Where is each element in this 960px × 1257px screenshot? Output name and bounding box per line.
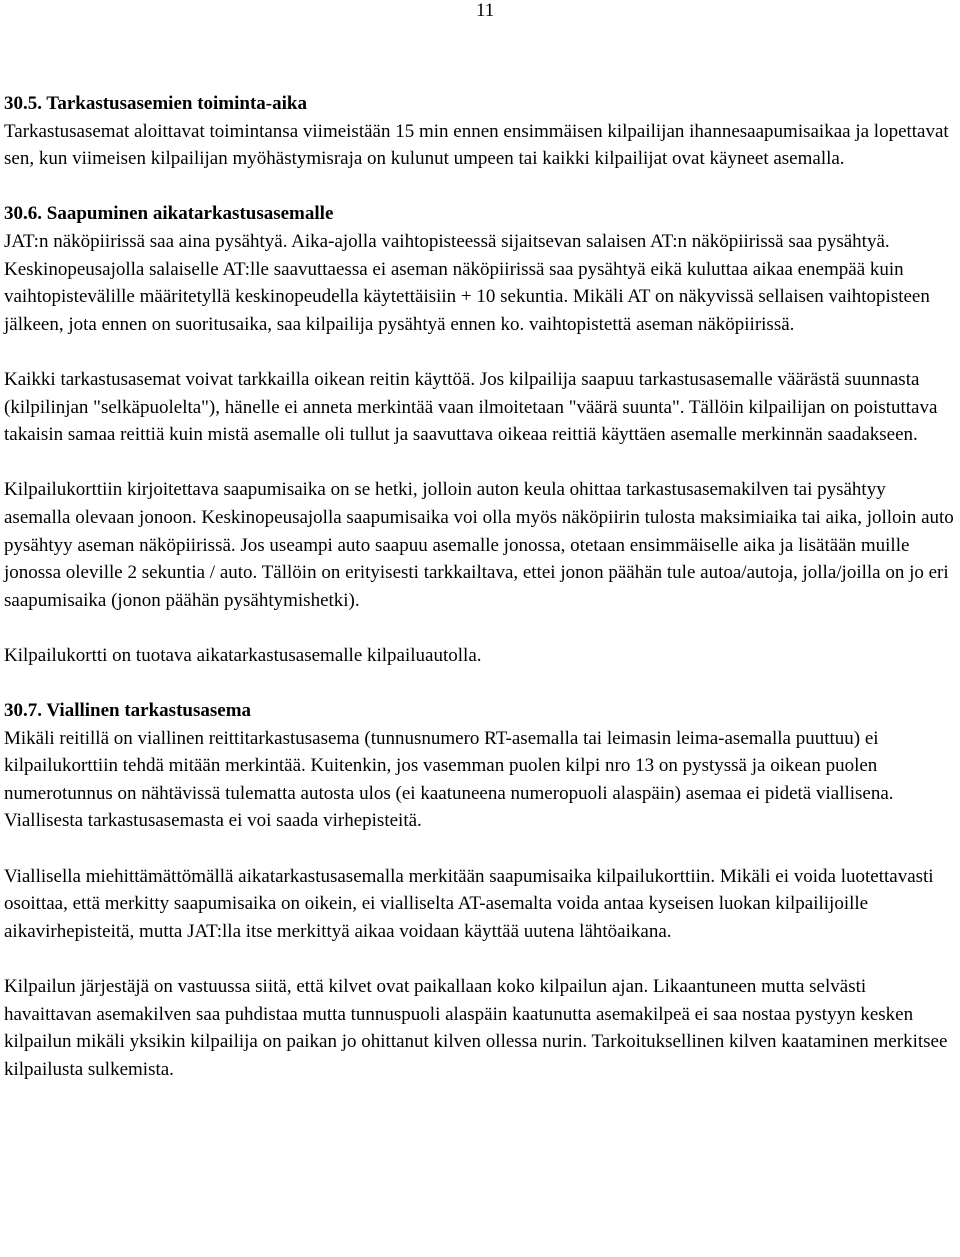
paragraph: Kaikki tarkastusasemat voivat tarkkailla oikean reitin käyttöä. Jos kilpailija saapuu tarkastusasemalle väärästä suunnasta (kilpilinjan "selkäpuolelta"), hänelle ei anneta merkintää vaan ilmoitetaan "väärä suunta". Tällöin kilpailijan on poistuttava takaisin samaa reittiä kuin mistä asemalle oli tullut ja saavuttava oikeaa reittiä käyttäen asemalle merkinnän saadakseen. [4,368,938,446]
section-heading: 30.5. Tarkastusasemien toiminta-aika [4,93,307,114]
section-heading: 30.6. Saapuminen aikatarkastusasemalle [4,203,334,225]
paragraph: Kilpailukorttiin kirjoitettava saapumisaika on se hetki, jolloin auton keula ohittaa tarkastusasemakilven tai pysähtyy asemalla olevaan jonoon. Keskinopeusajolla saapumisaika voi olla myös näköpiirin tulosta maksimiaika tai aika, jolloin auto pysähtyy aseman näköpiirissä. Jos useampi auto saapuu asemalle jonossa, otetaan ensimmäiselle aika ja lisätään muille jonossa oleville 2 sekuntia / auto. Tällöin on erityisesti tarkkailtava, ettei jonon päähän tule autoa/autoja, jolla/joilla on jo eri saapumisaika (jonon päähän pysähtymishetki). [4,479,954,611]
paragraph: Tarkastusasemat aloittavat toimintansa viimeistään 15 min ennen ensimmäisen kilpailijan ihannesaapumisaikaa ja lopettavat sen, kun viimeisen kilpailijan myöhästymisraja on kulunut umpeen tai kaikki kilpailijat ovat käyneet asemalla. [4,120,949,170]
document-body [4,90,956,1083]
paragraph: JAT:n näköpiirissä saa aina pysähtyä. Aika-ajolla vaihtopisteessä sijaitsevan salaisen AT:n näköpiirissä saa pysähtyä. Keskinopeusajolla salaiselle AT:lle saavuttaessa ei aseman näköpiirissä saa pysähtyä eikä kuluttaa aikaa enempää kuin vaihtopistevälille määritetyllä keskinopeudella käytettäisiin + 10 sekuntia. Mikäli AT on näkyvissä sellaisen vaihtopisteen jälkeen, jota ennen on suoritusaika, saa kilpailija pysähtyä ennen ko. vaihtopistettä aseman näköpiirissä. [4,230,930,335]
page-number: 11 [476,0,495,21]
section-30-7 [4,697,956,1083]
section-30-5 [4,90,956,173]
paragraph: Viallisella miehittämättömällä aikatarkastusasemalla merkitään saapumisaika kilpailukorttiin. Mikäli ei voida luotettavasti osoittaa, että merkitty saapumisaika on oikein, ei vialliselta AT-asemalta voida antaa kyseisen luokan kilpailijoille aikavirhepisteitä, mutta JAT:lla itse merkittyä aikaa voidaan käyttää uutena lähtöaikana. [4,865,934,942]
section-heading: 30.7. Viallinen tarkastusasema [4,700,252,722]
paragraph: Kilpailun järjestäjä on vastuussa siitä, että kilvet ovat paikallaan koko kilpailun ajan. Likaantuneen mutta selvästi havaittavan asemakilven saa puhdistaa mutta tunnuspuoli alaspäin kaatunutta asemakilpeä ei saa nostaa pystyyn kesken kilpailun mikäli yksikin kilpailija on paikan jo ohittanut kilven ollessa nurin. Tarkoituksellinen kilven kaataminen merkitsee kilpailusta sulkemista. [4,976,948,1080]
paragraph: Kilpailukortti on tuotava aikatarkastusasemalle kilpailuautolla. [4,644,482,666]
paragraph: Mikäli reitillä on viallinen reittitarkastusasema (tunnusnumero RT-asemalla tai leimasin leima-asemalla puuttuu) ei kilpailukorttiin tehdä mitään merkintää. Kuitenkin, jos vasemman puolen kilpi nro 13 on pystyssä ja oikean puolen numerotunnus on nähtävissä tulematta autosta ulos (ei kaatuneena numeropuoli alaspäin) asemaa ei pidetä viallisena. Viallisesta tarkastusasemasta ei voi saada virhepisteitä. [4,727,894,832]
section-30-6 [4,200,956,669]
